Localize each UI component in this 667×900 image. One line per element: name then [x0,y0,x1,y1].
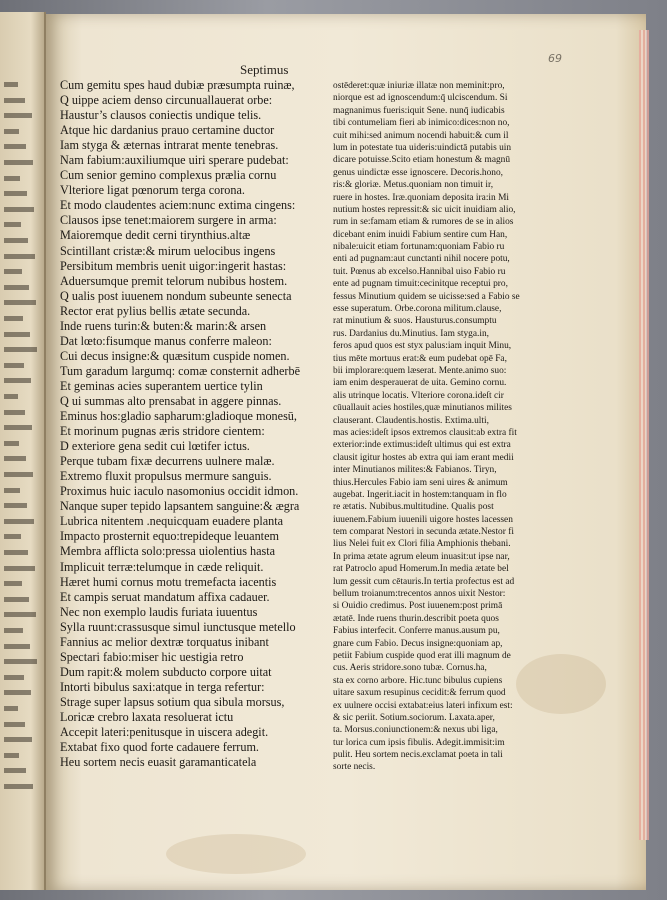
commentary-line: Fabius interfecit. Conferre manus.ausum pu, [333,626,500,637]
verse-line: Eminus hos:gladio sapharum:gladioque monesū, [60,409,297,424]
verse-line: Spectari fabio:miser hic uestigia retro [60,649,244,664]
facing-page-text-fragment [4,690,31,695]
facing-page-text-fragment [4,285,29,290]
commentary-line: uitare saxum resupinus cecidit:& ferrum quod [333,688,506,699]
commentary-line: ruere in hostes. Iræ.quoniam deposita ira:in Mi [333,192,510,203]
facing-page-text-fragment [4,456,26,461]
commentary-line: gnare cum Fabio. Decus insigne:quoniam ap, [333,638,503,649]
facing-page-text-fragment [4,191,27,196]
verse-line: Et modo claudentes aciem:nunc extima cingens: [60,198,296,213]
verse-line: Clausos ipse tenet:maiorem surgere in arma: [60,213,277,228]
verse-line: Persibitum membris uenit uigor:ingerit hastas: [60,258,287,273]
facing-page-text-fragment [4,534,21,539]
verse-column [60,78,335,770]
verse-line: Cui decus insigne:& quæsitum cuspide nomen. [60,348,290,363]
facing-page-text-fragment [4,238,28,243]
verse-line: Lubrica nitentem .nequicquam euadere planta [60,514,283,529]
verse-line: Dum rapit:& molem subducto corpore uitat [60,664,272,679]
verse-line: Sylla ruunt:crassusque simul iunctusque metello [60,619,296,634]
facing-page-text-fragment [4,768,26,773]
facing-page-text-fragment [4,347,37,352]
commentary-line: ætatē. Inde ruens thurin.describit poeta quos [333,613,499,624]
page-edges [639,30,649,840]
facing-page-text-fragment [4,753,19,758]
facing-page-text-fragment [4,144,26,149]
commentary-line: ta. Morsus.coniunctionem:& nexus ubi liga, [333,725,498,736]
facing-page-text-fragment [4,207,34,212]
commentary-line: rat minutium & suos. Hausturus.consumptu [333,316,497,327]
verse-line: Nec non exemplo laudis furiata iuuentus [60,604,258,619]
commentary-line: dicare potuisse.Scito etiam honestum & magnū [333,155,511,166]
commentary-line: feros apud quos est styx palus:iam inquit Minu, [333,341,512,352]
verse-line: Intorti bibulus saxi:atque in terga refertur: [60,679,265,694]
left-page-text-fragments [0,12,40,890]
verse-line: Extabat fixo quod forte cadauere ferrum. [60,740,259,755]
commentary-line: clauserant. Claudentis.hostis. Extima.ulti, [333,415,489,426]
commentary-line: nutium hostes repressit:& sic uicit inuidiam alio, [333,204,516,215]
commentary-line: & sic periit. Sotium.sociorum. Laxata.aper, [333,712,495,723]
verse-line: Rector erat pylius bellis ætate secunda. [60,303,251,318]
commentary-line: bellum troianum:trecentos annos uixit Nestor: [333,589,506,600]
commentary-line: fessus Minutium quidem se uicisse:sed a Fabio se [333,291,520,302]
commentary-line: iam enim desperauerat de uita. Gemino cornu. [333,378,507,389]
verse-line: Perque tubam fixæ decurrens uulnere malæ. [60,454,275,469]
commentary-line: rat Patroclo apud Homerum.In media ætate bel [333,564,509,575]
verse-line: Hæret humi cornus motu tremefacta iacentis [60,574,277,589]
facing-page-text-fragment [4,332,30,337]
commentary-line: cuit mihi:sed animum nocendi habuit:& cum il [333,130,509,141]
facing-page-text-fragment [4,550,28,555]
verse-line: Tum garadum largumq: comæ consternit adherbē [60,363,300,378]
verse-line: Iam styga & æternas intrarat mente tenebras. [60,138,279,153]
commentary-line: lius Nelei fuit ex Clori filia Amphionis thebani. [333,539,511,550]
facing-page-text-fragment [4,441,19,446]
facing-page-text-fragment [4,378,31,383]
folio-number: 69 [548,52,562,65]
commentary-line: rum in se:famam etiam & rumores de se in alios [333,217,514,228]
commentary-line: magnanimus fueris:iquit Sene. nunq̄ iudicabis [333,105,505,116]
commentary-line: genus uindictæ esse ignoscere. Decoris.hono, [333,167,504,178]
verse-line: Impacto prosternit equo:trepideque leuantem [60,529,279,544]
commentary-line: inter Minutianos milites:& Fabianos. Tiryn, [333,465,497,476]
facing-page-text-fragment [4,82,18,87]
facing-page-text-fragment [4,113,32,118]
commentary-line: petiit Fabium cuspide quod erat illi magnum de [333,650,511,661]
verse-line: Cum senior gemino complexus prælia cornu [60,168,277,183]
verse-line: Et campis seruat mandatum affixa cadauer. [60,589,270,604]
facing-page-text-fragment [4,519,34,524]
commentary-line: tem comparat Nestori in secunda ætate.Nestor fi [333,527,514,538]
facing-page-text-fragment [4,612,36,617]
verse-line: Haustur’s clausos coniectis undique telis. [60,108,262,123]
facing-page-text-fragment [4,581,22,586]
facing-page-text-fragment [4,160,33,165]
facing-page-text-fragment [4,425,32,430]
commentary-line: exterior:inde extimus:ideſt ultimus qui est extra [333,440,511,451]
verse-line: D exteriore gena sedit cui lœtifer ictus. [60,439,250,454]
facing-page-text-fragment [4,300,36,305]
verse-line: Fannius ac melior dextræ torquatus inibant [60,634,269,649]
facing-page-text-fragment [4,472,33,477]
verse-line: Inde ruens turin:& buten:& marin:& arsen [60,318,267,333]
facing-page-text-fragment [4,644,30,649]
left-page-edge [0,12,46,890]
facing-page-text-fragment [4,737,32,742]
facing-page-text-fragment [4,722,25,727]
facing-page-text-fragment [4,488,20,493]
verse-line: Cum gemitu spes haud dubiæ præsumpta ruinæ, [60,78,295,92]
verse-line: Atque hic dardanius prauo certamine ductor [60,123,275,138]
facing-page-text-fragment [4,316,23,321]
commentary-line: tius mēte mortuus erat:& eum pudebat opē Fa, [333,353,507,364]
commentary-line: ris:& gloriæ. Metus.quoniam non timuit ir, [333,180,494,191]
commentary-line: niorque est ad ignoscendum:q̄ ulciscendum. Si [333,93,508,104]
facing-page-text-fragment [4,363,24,368]
commentary-line: alis utrinque locatis. Vlteriore corona.ideſt cir [333,390,504,401]
commentary-line: sorte necis. [333,762,376,773]
verse-line: Maioremque dedit cerni tirynthius.altæ [60,228,251,243]
commentary-line: lum in potestate tua uideris:uindictā putabis uin [333,142,512,153]
commentary-line: nibale:uicit etiam fortunam:quoniam Fabio ru [333,242,505,253]
verse-line: Q uippe aciem denso circunuallauerat orbe: [60,93,273,108]
verse-line: Proximus huic iaculo nasomonius occidit idmon. [60,484,299,499]
facing-page-text-fragment [4,410,25,415]
verse-line: Membra afflicta solo:pressa uiolentius hasta [60,544,276,559]
commentary-line: tur lorica cum ipsis fibulis. Adegit.immisit:im [333,737,505,748]
commentary-line: enti ad pugnam:aut cunctanti nihil nocere potu, [333,254,510,265]
verse-line: Loricæ crebro laxata resoluerat ictu [60,709,234,724]
facing-page-text-fragment [4,628,23,633]
verse-line: Nam fabium:auxiliumque uiri sperare pudebat: [60,153,289,168]
verse-line: Scintillant cristæ:& mirum uelocibus ingens [60,243,276,258]
verse-line: Et morinum pugnas æris stridore cientem: [60,424,265,439]
commentary-line: sta ex corno arbore. Hic.tunc bibulus cupiens [333,675,503,686]
commentary-line: thius.Hercules Fabio iam seni uires & animum [333,477,508,488]
commentary-column [333,80,573,774]
facing-page-text-fragment [4,706,18,711]
verse-line: Q ualis post iuuenem nondum subeunte senecta [60,288,292,303]
commentary-line: re ætatis. Nubibus.multitudine. Qualis post [333,502,494,513]
verse-line: Nanque super tepido lapsantem sanguine:& ægra [60,499,300,514]
facing-page-text-fragment [4,222,21,227]
commentary-line: bii implorare:quem læserat. Mente.animo suo: [333,365,507,376]
verse-line: Aduersumque premit telorum nubibus hostem. [60,273,288,288]
verse-line: Strage super lapsus sotium qua sibula morsus, [60,694,285,709]
verse-line: Heu sortem necis euasit garamanticatela [60,755,257,770]
facing-page-text-fragment [4,597,29,602]
commentary-line: tibi contumeliam fieri ab inimico:dices:non no, [333,118,510,129]
commentary-line: iuuenem.Fabium iuuenili uigore hostes lacessen [333,514,513,525]
commentary-line: lum gessit cum cētauris.In tertia profectus est ad [333,576,515,587]
commentary-line: ente ad pugnam timuit:cecinitque receptui pro, [333,279,508,290]
facing-page-text-fragment [4,784,33,789]
facing-page-text-fragment [4,675,24,680]
verse-line: Implicuit terræ:telumque in cæde reliquit. [60,559,264,574]
commentary-line: augebat. Ingerit.iacit in hostem:tanquam in flo [333,489,507,500]
facing-page-text-fragment [4,129,19,134]
commentary-line: In prima ætate agrum eleum inuasit:ut ipse nar, [333,551,510,562]
facing-page-text-fragment [4,503,27,508]
verse-line: Vlteriore ligat pœnorum terga corona. [60,183,245,198]
facing-page-text-fragment [4,566,35,571]
facing-page-text-fragment [4,254,35,259]
facing-page-text-fragment [4,98,25,103]
paper-stain [166,834,306,874]
commentary-line: tuit. Pœnus ab excelso.Hannibal uiso Fabio ru [333,266,506,277]
verse-line: Accepit lateri:penitusque in uiscera adegit. [60,725,269,740]
commentary-line: esse superatum. Orbe.corona militum.clause, [333,304,502,315]
verse-line: Q ui summas alto prensabat in aggere pinnas. [60,393,282,408]
commentary-line: pulit. Heu sortem necis.exclamat poeta in tali [333,750,503,761]
commentary-line: clausit igitur hostes ab extra qui iam erant medii [333,452,514,463]
facing-page-text-fragment [4,176,20,181]
running-head: Septimus [240,62,289,77]
facing-page-text-fragment [4,659,37,664]
verse-line: Et geminas acies superantem uertice tylin [60,378,263,393]
facing-page-text-fragment [4,269,22,274]
commentary-line: ostēderet:quæ iniuriæ illatæ non meminit:pro, [333,81,505,91]
verse-line: Extremo fluxit propulsus mermure sanguis. [60,469,272,484]
facing-page-text-fragment [4,394,18,399]
commentary-line: dicebant enim inuidi Fabium sentire cum Han, [333,229,508,240]
commentary-line: rus. Dardanius du.Minutius. Iam styga.in, [333,328,489,339]
commentary-line: ex uulnere occisi extabat:eius lateri infixum est: [333,700,513,711]
verse-line: Dat lœto:fisumque manus conferre maleon: [60,333,272,348]
commentary-line: mas acies:ideſt ipsos extremos clausit:ab extra fit [333,427,517,438]
commentary-line: si Ouidio credimus. Post iuuenem:post primā [333,601,503,612]
commentary-line: cūuallauit acies hostiles,quæ minutianos milites [333,403,512,414]
commentary-line: cus. Aeris stridore.sono tubæ. Cornus.ha, [333,663,487,674]
